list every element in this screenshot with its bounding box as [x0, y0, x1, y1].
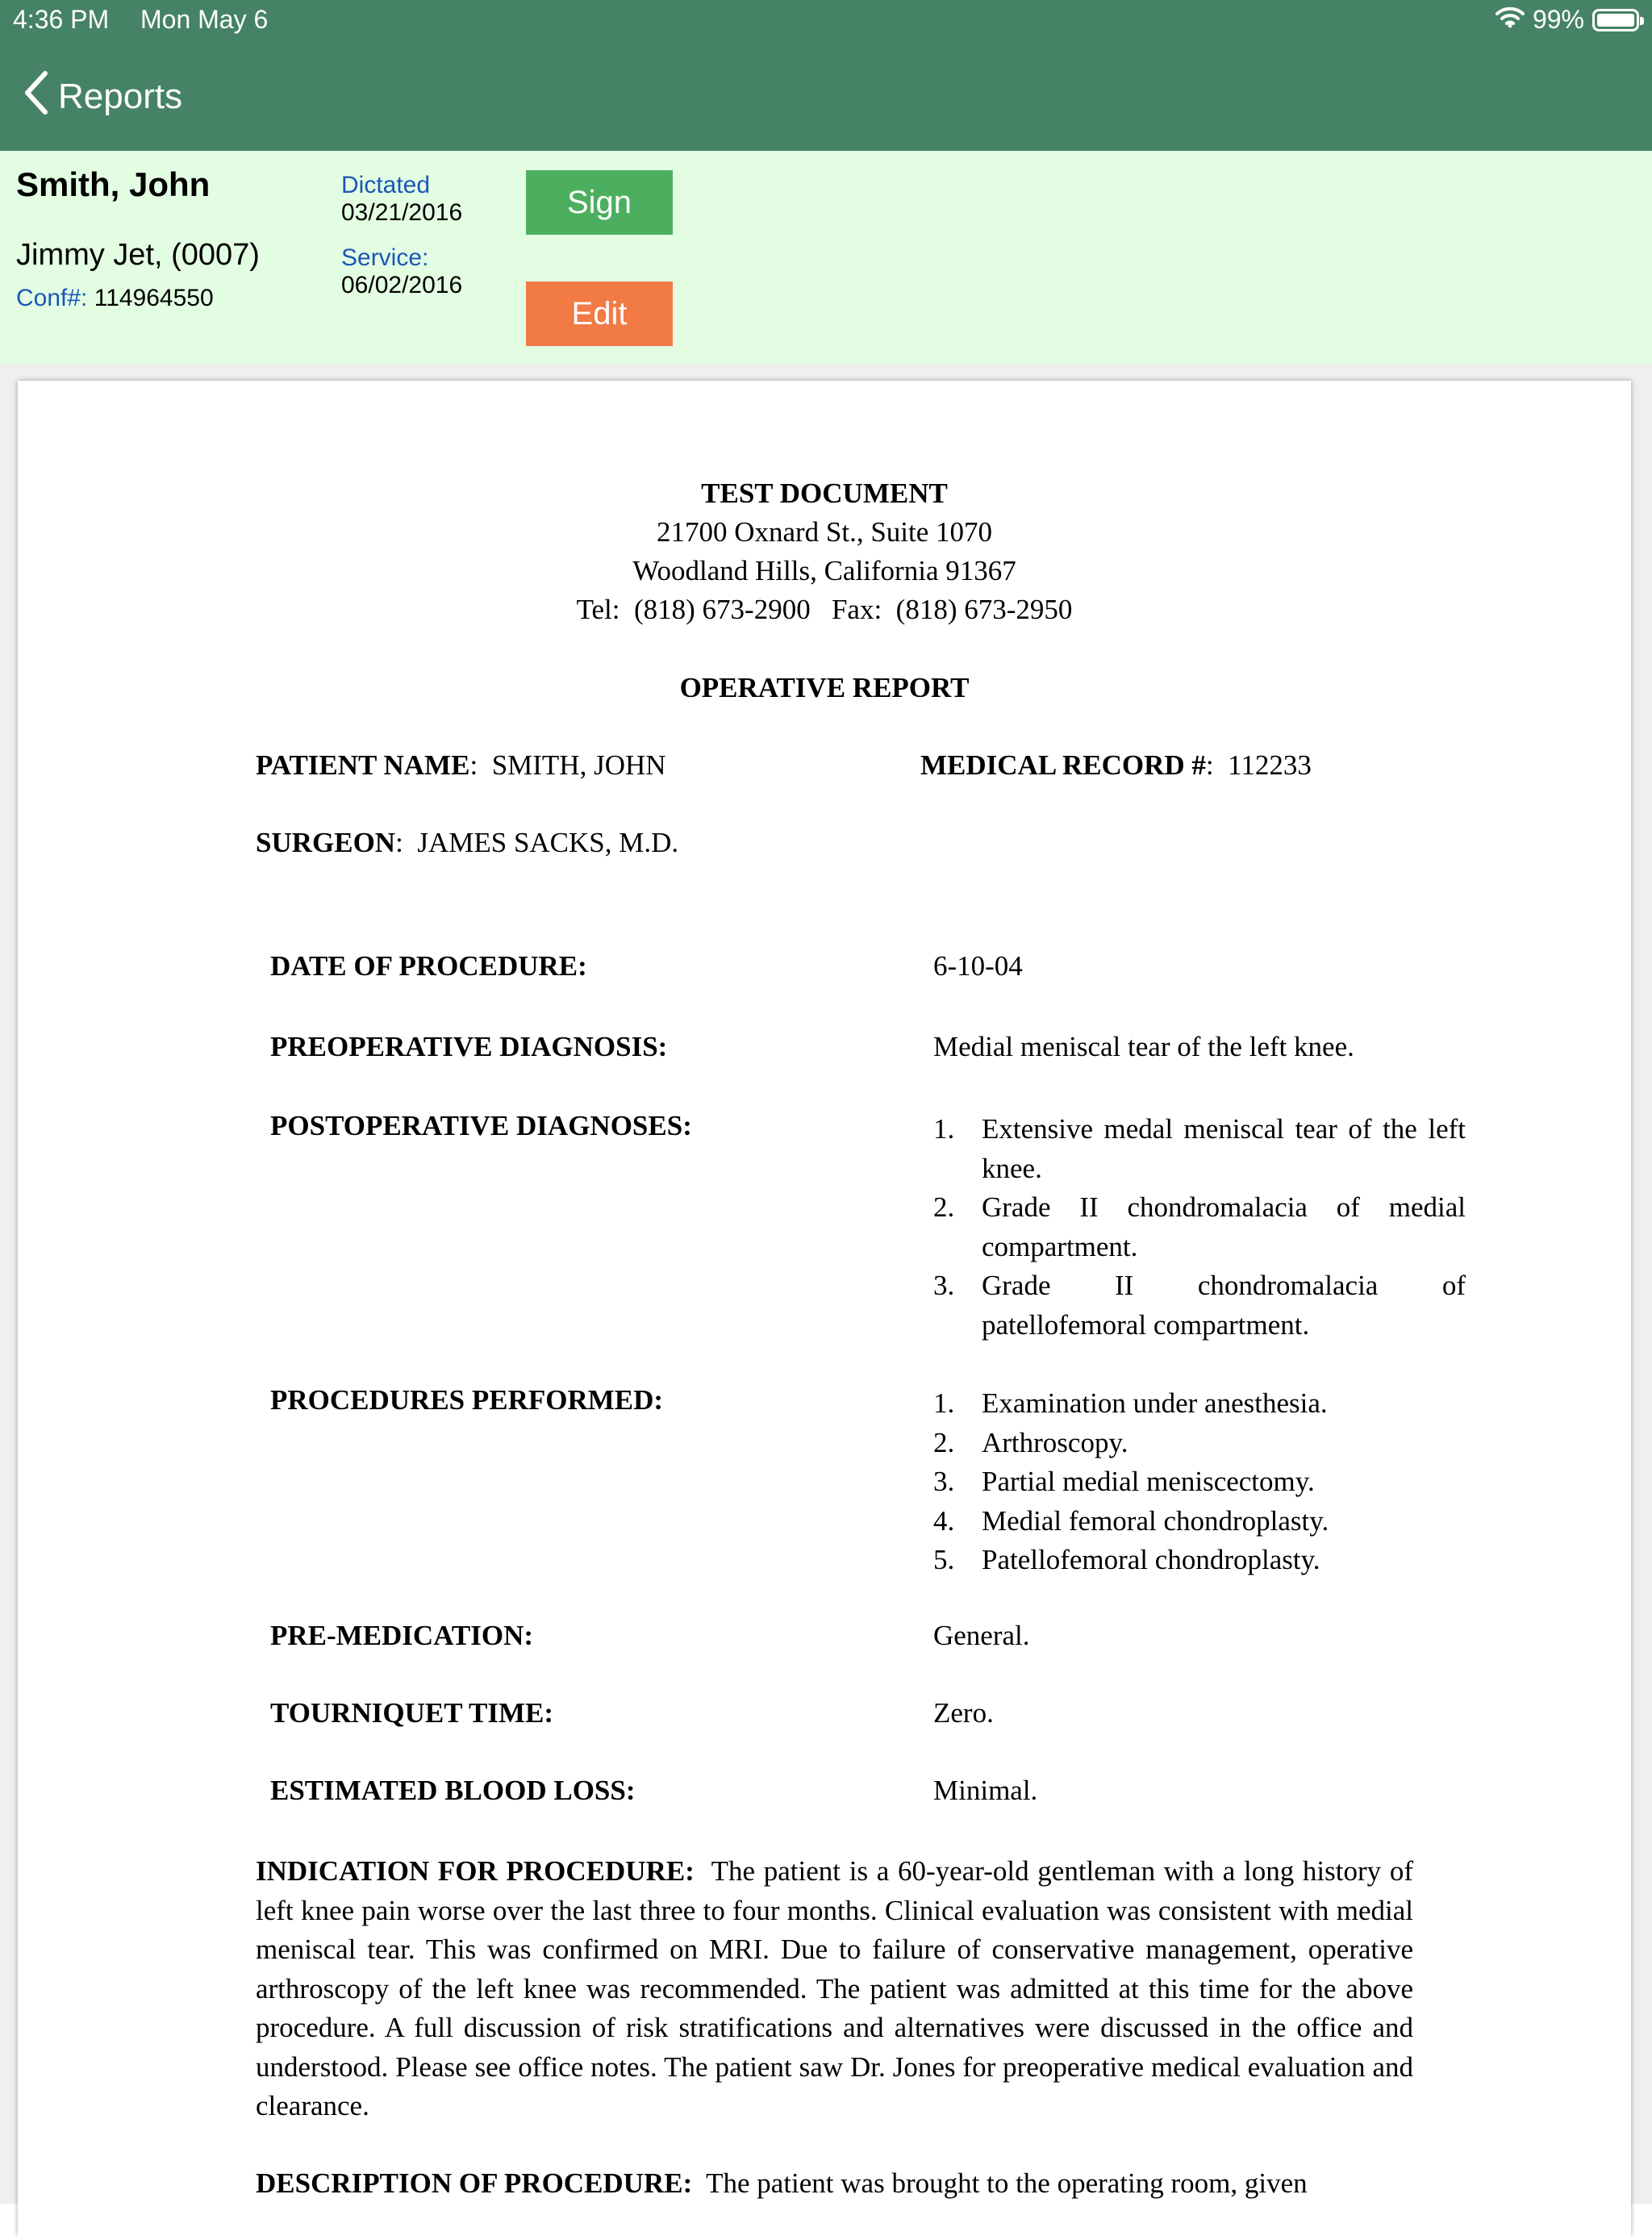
patient-header [0, 151, 1652, 363]
date-value: 6-10-04 [933, 950, 1023, 982]
status-time: 4:36 PM [13, 5, 110, 34]
description-paragraph [256, 2164, 1413, 2204]
service-label: Service: [341, 244, 429, 271]
premed-value: General. [933, 1620, 1030, 1651]
list-item: 1. Extensive medal meniscal tear of the left knee. [933, 1113, 1466, 1184]
list-item: 3. Partial medial meniscectomy. [933, 1466, 1315, 1497]
mrn-value: 112233 [1228, 749, 1312, 781]
dictated-label: Dictated [341, 172, 431, 198]
chevron-left-icon [24, 70, 48, 124]
patient-name-row: PATIENT NAME: SMITH, JOHN [256, 749, 666, 781]
sign-button[interactable]: Sign [526, 170, 673, 235]
description-label: DESCRIPTION OF PROCEDURE: [256, 2167, 693, 2199]
indication-label: INDICATION FOR PROCEDURE: [256, 1855, 695, 1887]
conf-number [16, 285, 214, 312]
conf-value: 114964550 [94, 285, 214, 311]
tourniquet-label: TOURNIQUET TIME: [270, 1697, 554, 1729]
ebl-value: Minimal. [933, 1775, 1038, 1806]
battery-percent: 99% [1532, 5, 1584, 34]
back-label: Reports [58, 77, 183, 116]
surgeon-label: SURGEON [256, 827, 396, 858]
description-text: The patient was brought to the operating room, given [706, 2167, 1308, 2199]
postop-label: POSTOPERATIVE DIAGNOSES: [270, 1110, 692, 1141]
edit-button[interactable]: Edit [526, 282, 673, 346]
wifi-icon [1496, 5, 1525, 35]
tourniquet-value: Zero. [933, 1697, 994, 1729]
dictated-value: 03/21/2016 [341, 199, 463, 226]
phone-line: Tel: (818) 673-2900 Fax: (818) 673-2950 [576, 594, 1073, 625]
patient-name: Smith, John [16, 165, 211, 203]
mrn-label: MEDICAL RECORD # [920, 749, 1206, 781]
preop-value: Medial meniscal tear of the left knee. [933, 1031, 1354, 1062]
mrn-row: MEDICAL RECORD #: 112233 [920, 749, 1312, 781]
list-item: 4. Medial femoral chondroplasty. [933, 1504, 1329, 1537]
preop-label: PREOPERATIVE DIAGNOSIS: [270, 1031, 668, 1062]
premed-label: PRE-MEDICATION: [270, 1620, 534, 1651]
physician-line: Jimmy Jet, (0007) [16, 238, 260, 272]
battery-icon [1592, 9, 1639, 31]
indication-paragraph [256, 1852, 1413, 2126]
surgeon-row: SURGEON: JAMES SACKS, M.D. [256, 827, 679, 858]
document-viewer[interactable] [0, 363, 1652, 2204]
procedures-list [933, 1384, 1466, 1580]
indication-text: The patient is a 60-year-old gentleman with a long history of left knee pain worse over the last three to four months. Clinical evaluation was consistent with medial meniscal tear. This was confirmed on MRI. Due to failure of conservative management, operative arthroscopy of the left knee was recommended. The patient was admitted at this time for the above procedure. A full discussion of risk stratifications and alternatives were discussed in the office and understood. Please see office notes. The patient saw Dr. Jones for preoperative medical evaluation and clearance. [256, 1855, 1413, 2121]
list-item: 5. Patellofemoral chondroplasty. [933, 1544, 1320, 1575]
list-item: 2. Grade II chondromalacia of medial compartment. [933, 1191, 1466, 1262]
list-item: 1. Examination under anesthesia. [933, 1387, 1328, 1419]
status-right [1496, 5, 1639, 35]
patient-name-value: SMITH, JOHN [491, 749, 666, 781]
postop-list [933, 1110, 1466, 1345]
address-line-2: Woodland Hills, California 91367 [632, 555, 1016, 586]
document-page [18, 381, 1631, 2236]
service-field [341, 244, 462, 299]
ebl-label: ESTIMATED BLOOD LOSS: [270, 1775, 636, 1806]
status-date: Mon May 6 [140, 5, 269, 34]
back-button[interactable] [24, 71, 182, 123]
dictated-field [341, 172, 462, 227]
org-title: TEST DOCUMENT [701, 478, 948, 509]
date-label: DATE OF PROCEDURE: [270, 950, 587, 982]
address-line-1: 21700 Oxnard St., Suite 1070 [656, 516, 993, 548]
surgeon-value: JAMES SACKS, M.D. [417, 827, 679, 858]
procedures-label: PROCEDURES PERFORMED: [270, 1384, 664, 1416]
conf-label: Conf#: [16, 285, 88, 311]
report-title: OPERATIVE REPORT [679, 672, 970, 703]
list-item: 2. Arthroscopy. [933, 1426, 1128, 1458]
status-bar [0, 0, 1652, 44]
patient-name-label: PATIENT NAME [256, 749, 470, 781]
list-item: 3. Grade II chondromalacia of patellofemoral compartment. [933, 1270, 1466, 1341]
nav-bar [0, 44, 1652, 151]
service-value: 06/02/2016 [341, 272, 463, 298]
